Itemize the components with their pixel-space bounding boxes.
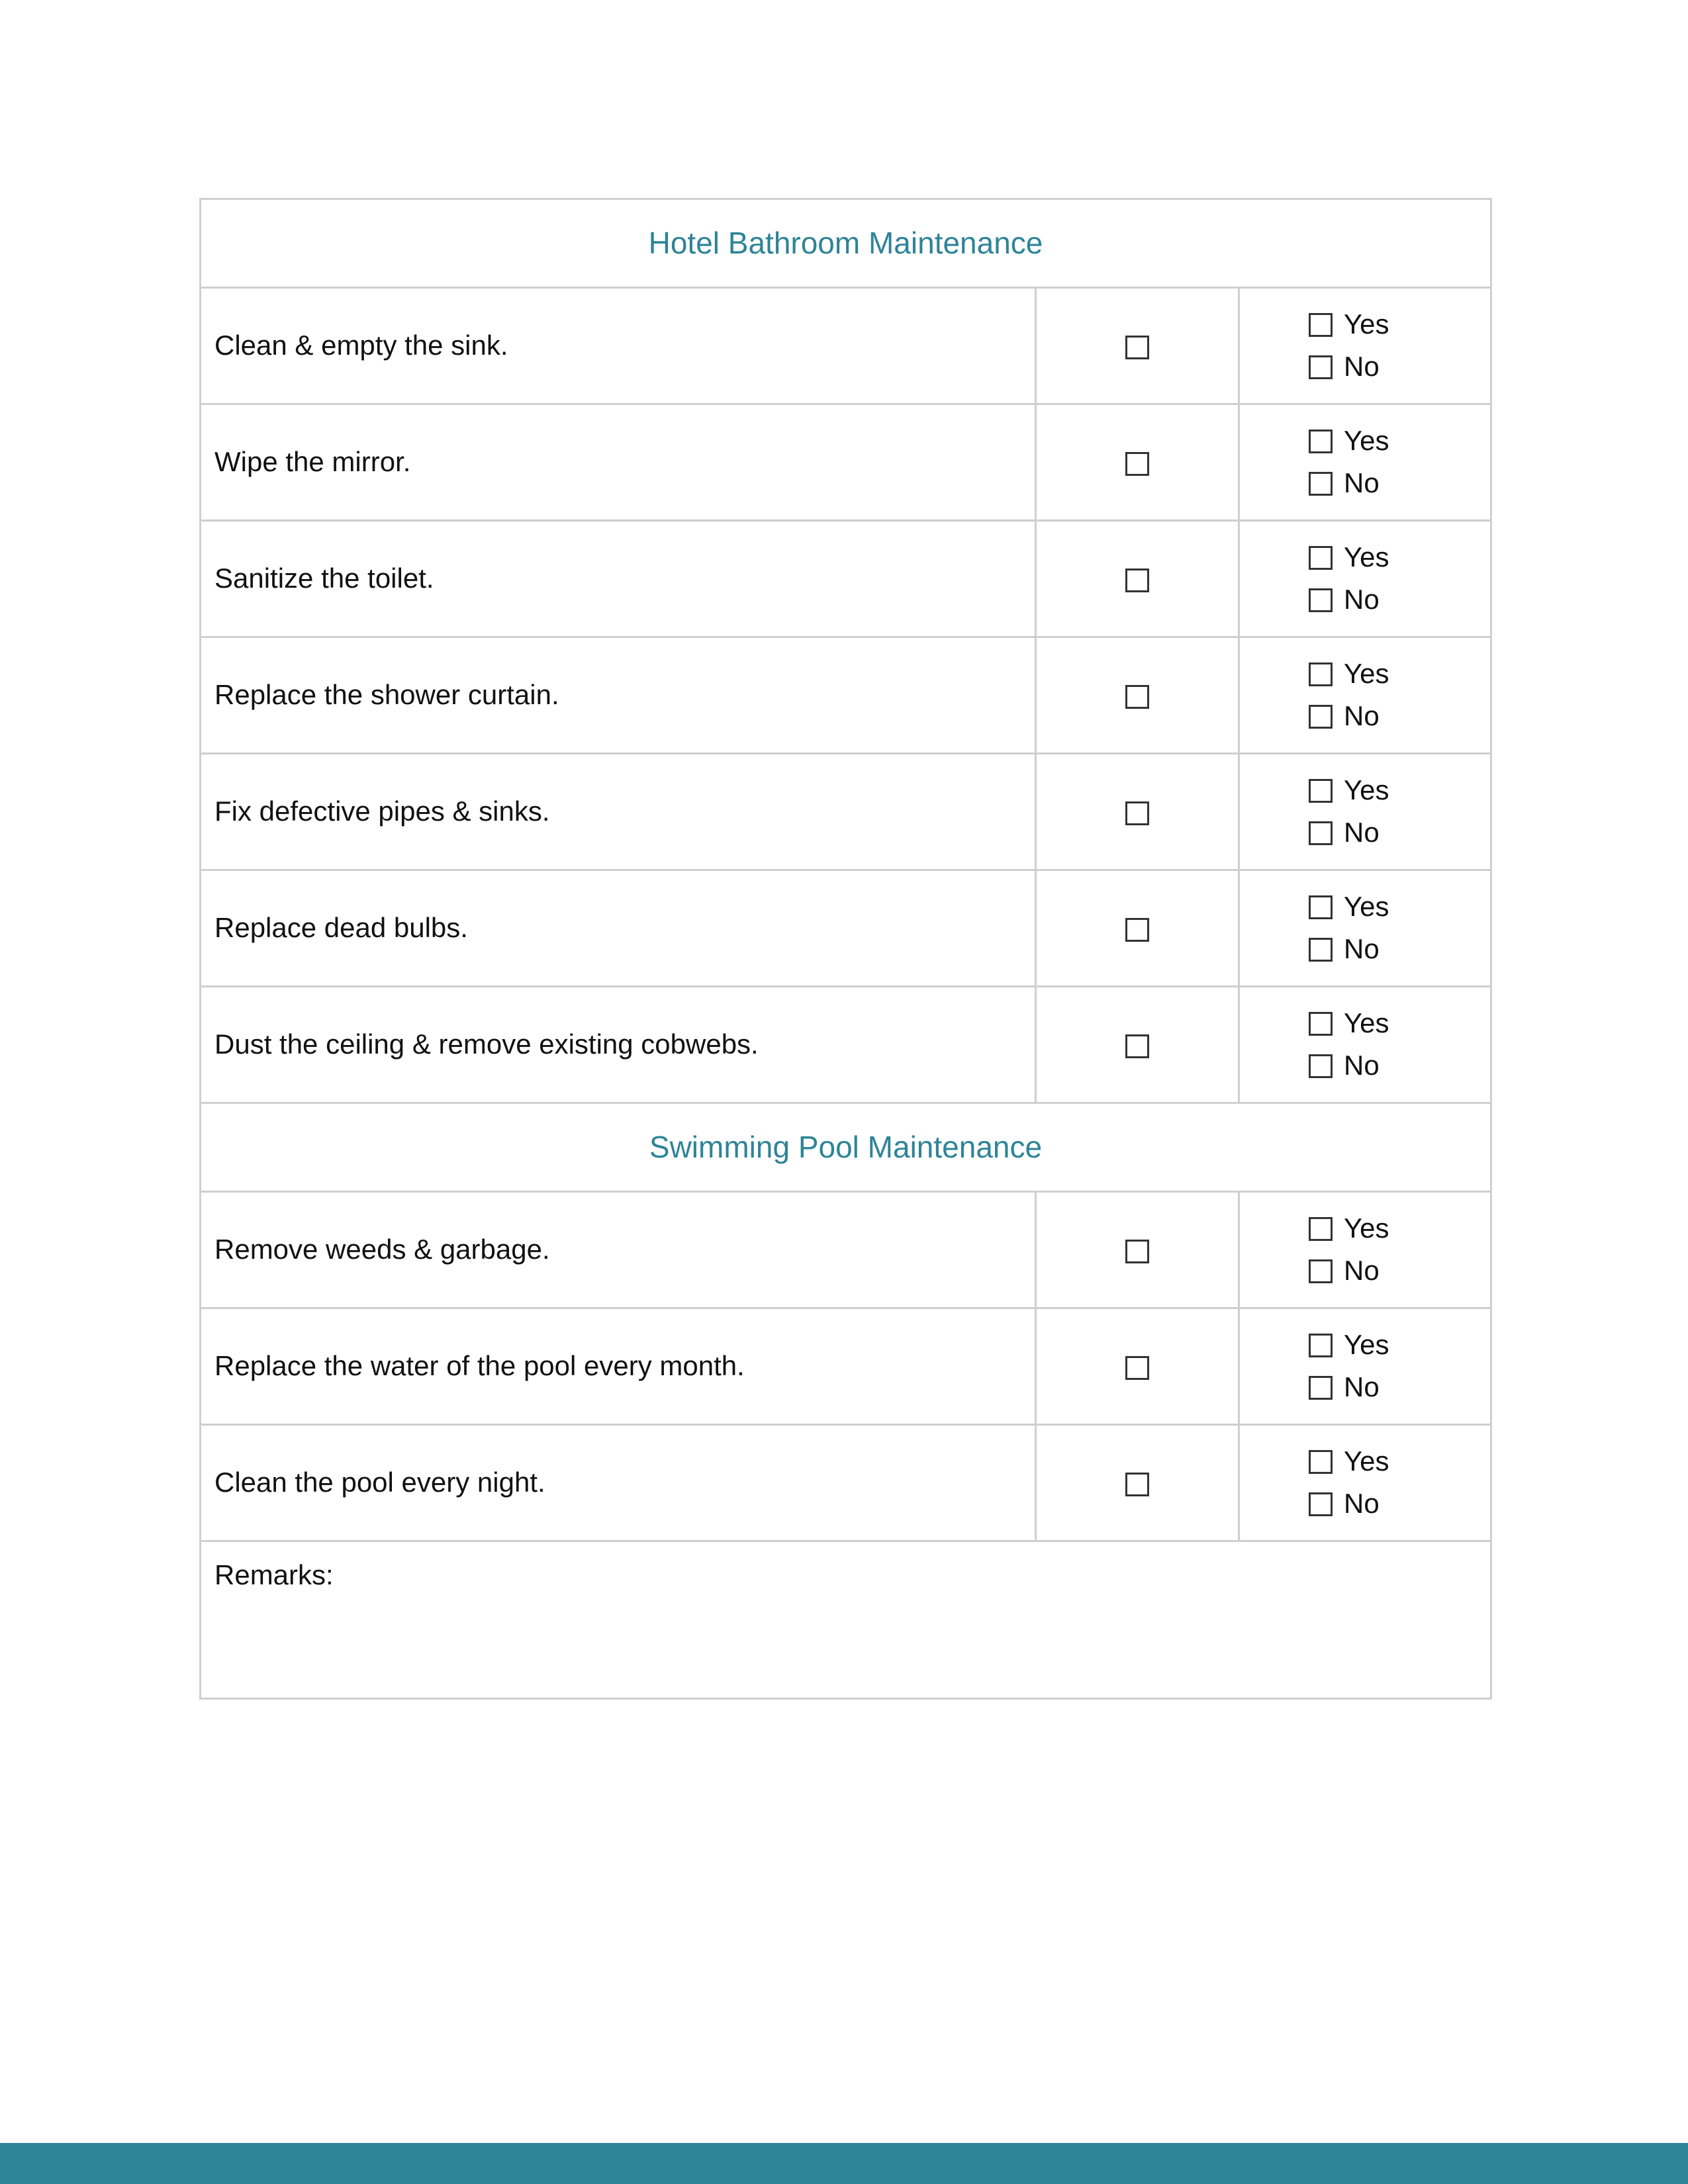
- no-checkbox[interactable]: [1309, 705, 1333, 729]
- no-option[interactable]: [1309, 346, 1388, 388]
- task-label: Dust the ceiling & remove existing cobwebs.: [201, 987, 1036, 1103]
- no-checkbox[interactable]: [1309, 472, 1333, 496]
- no-label: No: [1344, 1488, 1380, 1520]
- no-label: No: [1344, 817, 1380, 848]
- yes-label: Yes: [1344, 1445, 1389, 1477]
- yes-no-group: [1309, 886, 1388, 971]
- yes-checkbox[interactable]: [1309, 662, 1333, 686]
- section-header-row: [201, 199, 1491, 288]
- no-checkbox[interactable]: [1309, 588, 1333, 612]
- done-checkbox[interactable]: [1125, 685, 1149, 709]
- yes-checkbox[interactable]: [1309, 895, 1333, 919]
- no-option[interactable]: [1309, 812, 1388, 854]
- yes-label: Yes: [1344, 1329, 1389, 1361]
- task-row: [201, 637, 1491, 754]
- yes-no-group: [1309, 304, 1388, 388]
- task-row: [201, 1425, 1491, 1541]
- yes-no-cell: [1239, 870, 1491, 987]
- yes-no-cell: [1239, 404, 1491, 521]
- yes-checkbox[interactable]: [1309, 313, 1333, 337]
- yes-no-cell: [1239, 521, 1491, 637]
- no-label: No: [1344, 584, 1380, 615]
- yes-no-group: [1309, 1324, 1388, 1409]
- no-checkbox[interactable]: [1309, 1259, 1333, 1283]
- task-label: Fix defective pipes & sinks.: [201, 754, 1036, 870]
- remarks-cell[interactable]: [201, 1541, 1491, 1699]
- yes-option[interactable]: [1309, 1441, 1388, 1483]
- no-label: No: [1344, 351, 1380, 383]
- task-label: Sanitize the toilet.: [201, 521, 1036, 637]
- no-option[interactable]: [1309, 1250, 1388, 1293]
- no-label: No: [1344, 933, 1380, 965]
- yes-option[interactable]: [1309, 1208, 1388, 1250]
- done-check-cell: [1036, 1192, 1239, 1308]
- section-title: Hotel Bathroom Maintenance: [201, 199, 1491, 288]
- no-checkbox[interactable]: [1309, 938, 1333, 962]
- yes-label: Yes: [1344, 308, 1389, 340]
- task-row: [201, 987, 1491, 1103]
- task-label: Remove weeds & garbage.: [201, 1192, 1036, 1308]
- done-check-cell: [1036, 754, 1239, 870]
- yes-option[interactable]: [1309, 1324, 1388, 1367]
- yes-label: Yes: [1344, 541, 1389, 573]
- yes-checkbox[interactable]: [1309, 1217, 1333, 1241]
- no-checkbox[interactable]: [1309, 821, 1333, 845]
- yes-option[interactable]: [1309, 886, 1388, 929]
- done-check-cell: [1036, 404, 1239, 521]
- no-checkbox[interactable]: [1309, 1054, 1333, 1078]
- task-row: [201, 288, 1491, 404]
- no-option[interactable]: [1309, 463, 1388, 505]
- yes-label: Yes: [1344, 425, 1389, 457]
- yes-no-group: [1309, 770, 1388, 854]
- done-check-cell: [1036, 1425, 1239, 1541]
- no-option[interactable]: [1309, 1367, 1388, 1409]
- yes-no-cell: [1239, 1192, 1491, 1308]
- task-row: [201, 1192, 1491, 1308]
- done-checkbox[interactable]: [1125, 1240, 1149, 1263]
- section-header-row: [201, 1103, 1491, 1192]
- yes-checkbox[interactable]: [1309, 1450, 1333, 1474]
- maintenance-checklist-table: [199, 198, 1492, 1700]
- no-option[interactable]: [1309, 579, 1388, 621]
- task-label: Replace the shower curtain.: [201, 637, 1036, 754]
- done-checkbox[interactable]: [1125, 918, 1149, 942]
- remarks-row: [201, 1541, 1491, 1699]
- done-checkbox[interactable]: [1125, 452, 1149, 476]
- yes-no-group: [1309, 653, 1388, 738]
- no-option[interactable]: [1309, 1483, 1388, 1525]
- yes-option[interactable]: [1309, 420, 1388, 463]
- no-label: No: [1344, 1255, 1380, 1287]
- yes-no-group: [1309, 420, 1388, 505]
- no-label: No: [1344, 700, 1380, 732]
- yes-checkbox[interactable]: [1309, 779, 1333, 803]
- yes-no-cell: [1239, 1308, 1491, 1425]
- done-check-cell: [1036, 521, 1239, 637]
- yes-no-group: [1309, 1003, 1388, 1087]
- yes-checkbox[interactable]: [1309, 430, 1333, 453]
- no-checkbox[interactable]: [1309, 1492, 1333, 1516]
- no-checkbox[interactable]: [1309, 355, 1333, 379]
- yes-no-group: [1309, 537, 1388, 621]
- yes-label: Yes: [1344, 658, 1389, 690]
- done-checkbox[interactable]: [1125, 336, 1149, 359]
- no-label: No: [1344, 467, 1380, 499]
- yes-option[interactable]: [1309, 770, 1388, 812]
- yes-no-cell: [1239, 987, 1491, 1103]
- done-check-cell: [1036, 288, 1239, 404]
- task-label: Replace the water of the pool every month.: [201, 1308, 1036, 1425]
- yes-option[interactable]: [1309, 304, 1388, 346]
- task-row: [201, 870, 1491, 987]
- done-check-cell: [1036, 987, 1239, 1103]
- task-row: [201, 404, 1491, 521]
- task-row: [201, 1308, 1491, 1425]
- task-row: [201, 754, 1491, 870]
- no-label: No: [1344, 1050, 1380, 1081]
- no-option[interactable]: [1309, 696, 1388, 738]
- done-checkbox[interactable]: [1125, 1034, 1149, 1058]
- yes-no-cell: [1239, 288, 1491, 404]
- task-label: Clean the pool every night.: [201, 1425, 1036, 1541]
- no-option[interactable]: [1309, 1045, 1388, 1087]
- section-title: Swimming Pool Maintenance: [201, 1103, 1491, 1192]
- done-checkbox[interactable]: [1125, 569, 1149, 592]
- task-label: Clean & empty the sink.: [201, 288, 1036, 404]
- checklist-body: [201, 199, 1491, 1699]
- yes-label: Yes: [1344, 891, 1389, 923]
- yes-label: Yes: [1344, 1007, 1389, 1039]
- yes-no-group: [1309, 1208, 1388, 1293]
- yes-no-group: [1309, 1441, 1388, 1525]
- done-checkbox[interactable]: [1125, 801, 1149, 825]
- yes-no-cell: [1239, 754, 1491, 870]
- yes-no-cell: [1239, 1425, 1491, 1541]
- yes-label: Yes: [1344, 1212, 1389, 1244]
- remarks-label: Remarks:: [214, 1559, 334, 1590]
- yes-option[interactable]: [1309, 653, 1388, 696]
- done-check-cell: [1036, 637, 1239, 754]
- task-label: Replace dead bulbs.: [201, 870, 1036, 987]
- done-check-cell: [1036, 1308, 1239, 1425]
- no-option[interactable]: [1309, 929, 1388, 971]
- yes-option[interactable]: [1309, 537, 1388, 579]
- done-checkbox[interactable]: [1125, 1356, 1149, 1380]
- yes-checkbox[interactable]: [1309, 1334, 1333, 1357]
- task-row: [201, 521, 1491, 637]
- task-label: Wipe the mirror.: [201, 404, 1036, 521]
- yes-no-cell: [1239, 637, 1491, 754]
- yes-label: Yes: [1344, 774, 1389, 806]
- done-check-cell: [1036, 870, 1239, 987]
- no-label: No: [1344, 1371, 1380, 1403]
- no-checkbox[interactable]: [1309, 1376, 1333, 1400]
- yes-checkbox[interactable]: [1309, 1012, 1333, 1036]
- done-checkbox[interactable]: [1125, 1473, 1149, 1496]
- yes-checkbox[interactable]: [1309, 546, 1333, 570]
- yes-option[interactable]: [1309, 1003, 1388, 1045]
- footer-bar: [0, 2143, 1688, 2184]
